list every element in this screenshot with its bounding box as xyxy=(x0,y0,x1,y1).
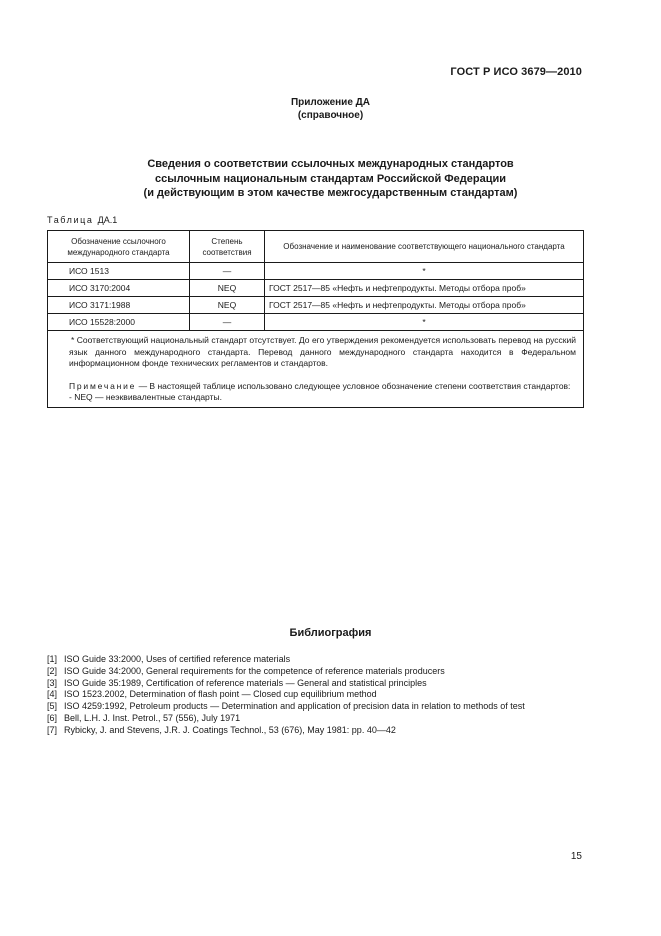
section-title-line: (и действующим в этом качестве межгосударственным стандартам) xyxy=(143,187,518,199)
bib-number: [7] xyxy=(47,724,58,735)
table-note xyxy=(69,381,576,393)
bib-number: [6] xyxy=(47,712,58,723)
bib-text: ISO Guide 35:1989, Certification of reference materials — General and statistical principles xyxy=(64,677,427,688)
bibliography-list xyxy=(47,654,525,737)
table-footnote xyxy=(48,331,584,408)
bib-number: [1] xyxy=(47,654,58,664)
table-row xyxy=(48,297,584,314)
page-number: 15 xyxy=(570,851,582,862)
note-label: Примечание xyxy=(69,380,137,391)
bibliography-item xyxy=(47,678,525,690)
bib-number: [2] xyxy=(47,665,58,676)
table-header-row xyxy=(48,231,584,263)
header-degree: Степень соответствия xyxy=(190,231,265,263)
note-item: - NEQ — неэквивалентные стандарты. xyxy=(69,392,222,402)
header-national-standard: Обозначение и наименование соответствующего национального стандарта xyxy=(265,231,584,263)
cell-gost: ГОСТ 2517—85 «Нефть и нефтепродукты. Методы отбора проб» xyxy=(265,297,584,314)
appendix-title: Приложение ДА xyxy=(290,97,371,108)
document-code: ГОСТ Р ИСО 3679—2010 xyxy=(450,66,582,78)
cell-code: ИСО 1513 xyxy=(48,263,190,280)
table-row xyxy=(48,314,584,331)
bib-number: [4] xyxy=(47,689,58,700)
bibliography-item xyxy=(47,713,525,725)
cell-degree: NEQ xyxy=(190,280,265,297)
appendix-heading xyxy=(0,96,661,122)
bib-text: ISO 1523.2002, Determination of flash point — Closed cup equilibrium method xyxy=(64,689,377,700)
bib-text: ISO Guide 33:2000, Uses of certified reference materials xyxy=(64,654,291,664)
standards-table xyxy=(47,230,584,408)
table-row xyxy=(48,280,584,297)
bib-number: [5] xyxy=(47,701,58,712)
table-caption-number: ДА.1 xyxy=(97,215,118,225)
cell-code: ИСО 3171:1988 xyxy=(48,297,190,314)
cell-gost: ГОСТ 2517—85 «Нефть и нефтепродукты. Методы отбора проб» xyxy=(265,280,584,297)
appendix-subtitle: (справочное) xyxy=(297,110,364,121)
table-footnote-row xyxy=(48,331,584,408)
cell-gost: * xyxy=(265,314,584,331)
cell-degree: — xyxy=(190,263,265,280)
bibliography-item xyxy=(47,654,525,666)
cell-code: ИСО 3170:2004 xyxy=(48,280,190,297)
cell-code: ИСО 15528:2000 xyxy=(48,314,190,331)
footnote-text: * Соответствующий национальный стандарт отсутствует. До его утверждения рекомендуется использовать перевод на русский язык данного международного стандарта. Перевод данного международного стандарта находится в Федеральном информационном фонде технических регламентов и стандартов. xyxy=(69,335,576,368)
bibliography-title: Библиография xyxy=(289,627,372,639)
bib-number: [3] xyxy=(47,677,58,688)
bib-text: Rybicky, J. and Stevens, J.R. J. Coatings Technol., 53 (676), May 1981: pp. 40—42 xyxy=(64,724,396,735)
bib-text: ISO Guide 34:2000, General requirements for the competence of reference materials producers xyxy=(64,665,445,676)
header-intl-standard: Обозначение ссылочного международного стандарта xyxy=(48,231,190,263)
bib-text: Bell, L.H. J. Inst. Petrol., 57 (556), July 1971 xyxy=(64,712,241,723)
table-row xyxy=(48,263,584,280)
bibliography-item xyxy=(47,689,525,701)
cell-degree: — xyxy=(190,314,265,331)
bib-text: ISO 4259:1992, Petroleum products — Determination and application of precision data in relation to methods of test xyxy=(64,701,525,712)
table-caption xyxy=(47,215,117,225)
bibliography-item xyxy=(47,666,525,678)
cell-degree: NEQ xyxy=(190,297,265,314)
section-title-line: Сведения о соответствии ссылочных международных стандартов xyxy=(147,158,514,170)
cell-gost: * xyxy=(265,263,584,280)
table-caption-word: Таблица xyxy=(47,215,94,225)
section-title-line: ссылочным национальным стандартам Российской Федерации xyxy=(154,172,507,185)
section-title xyxy=(0,157,661,201)
bibliography-item xyxy=(47,725,525,737)
note-text: — В настоящей таблице использовано следующее условное обозначение степени соответствия стандартов: xyxy=(136,380,571,391)
bibliography-item xyxy=(47,701,525,713)
